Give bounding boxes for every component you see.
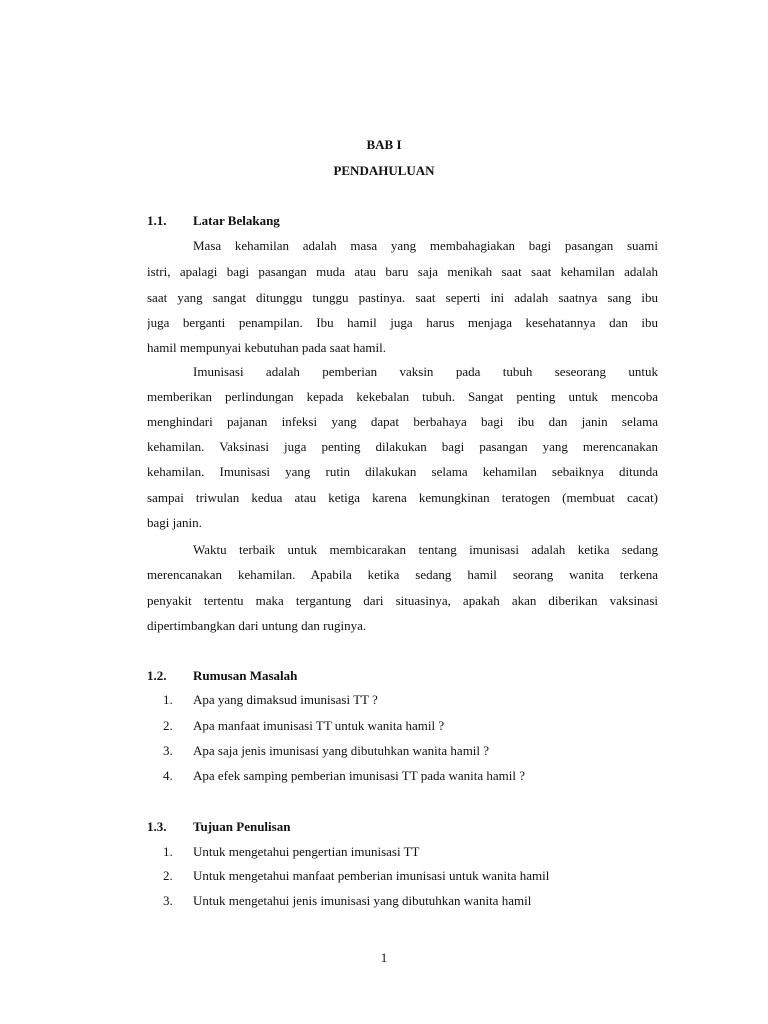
paragraph-line: dipertimbangkan dari untung dan ruginya. [147, 618, 367, 633]
list-item: Apa manfaat imunisasi TT untuk wanita hamil ? [193, 718, 445, 733]
paragraph-line: menghindari pajanan infeksi yang dapat berbahaya bagi ibu dan janin selama [147, 414, 658, 429]
paragraph-line: Imunisasi adalah pemberian vaksin pada tubuh seseorang untuk [193, 364, 658, 379]
paragraph-line: kehamilan. Imunisasi yang rutin dilakukan selama kehamilan sebaiknya ditunda [147, 464, 658, 479]
paragraph-line: penyakit tertentu maka tergantung dari situasinya, apakah akan diberikan vaksinasi [147, 593, 658, 608]
paragraph-line: bagi janin. [147, 515, 202, 530]
paragraph-line: Waktu terbaik untuk membicarakan tentang imunisasi adalah ketika sedang [193, 542, 658, 557]
paragraph-line: kehamilan. Vaksinasi juga penting dilakukan bagi pasangan yang merencanakan [147, 439, 658, 454]
section-number-1-2: 1.2. [147, 668, 167, 683]
list-item-number: 1. [163, 692, 173, 707]
list-item: Untuk mengetahui jenis imunisasi yang dibutuhkan wanita hamil [193, 893, 532, 908]
list-item-number: 2. [163, 718, 173, 733]
list-item: Apa saja jenis imunisasi yang dibutuhkan wanita hamil ? [193, 743, 490, 758]
section-title-1-1: Latar Belakang [193, 213, 280, 228]
section-title-1-3: Tujuan Penulisan [193, 819, 291, 834]
list-item-number: 1. [163, 844, 173, 859]
paragraph-line: memberikan perlindungan kepada kekebalan tubuh. Sangat penting untuk mencoba [147, 389, 658, 404]
list-item: Apa yang dimaksud imunisasi TT ? [193, 692, 378, 707]
paragraph-line: saat yang sangat ditunggu tunggu pastinya. saat seperti ini adalah saatnya sang ibu [147, 290, 658, 305]
list-item: Apa efek samping pemberian imunisasi TT pada wanita hamil ? [193, 768, 526, 783]
paragraph-line: sampai triwulan kedua atau ketiga karena kemungkinan teratogen (membuat cacat) [147, 490, 658, 505]
list-item-number: 2. [163, 868, 173, 883]
paragraph-line: hamil mempunyai kebutuhan pada saat hamil. [147, 340, 386, 355]
list-item: Untuk mengetahui manfaat pemberian imunisasi untuk wanita hamil [193, 868, 550, 883]
paragraph-line: Masa kehamilan adalah masa yang membahagiakan bagi pasangan suami [193, 238, 658, 253]
section-number-1-3: 1.3. [147, 819, 167, 834]
chapter-title: PENDAHULUAN [333, 163, 435, 178]
list-item: Untuk mengetahui pengertian imunisasi TT [193, 844, 420, 859]
section-title-1-2: Rumusan Masalah [193, 668, 298, 683]
list-item-number: 3. [163, 893, 173, 908]
list-item-number: 4. [163, 768, 173, 783]
paragraph-line: juga berganti penampilan. Ibu hamil juga harus menjaga kesehatannya dan ibu [147, 315, 658, 330]
list-item-number: 3. [163, 743, 173, 758]
section-number-1-1: 1.1. [147, 213, 167, 228]
page-number: 1 [380, 950, 388, 965]
paragraph-line: merencanakan kehamilan. Apabila ketika sedang hamil seorang wanita terkena [147, 567, 658, 582]
paragraph-line: istri, apalagi bagi pasangan muda atau baru saja menikah saat saat kehamilan adalah [147, 264, 658, 279]
chapter-label: BAB I [366, 137, 402, 152]
